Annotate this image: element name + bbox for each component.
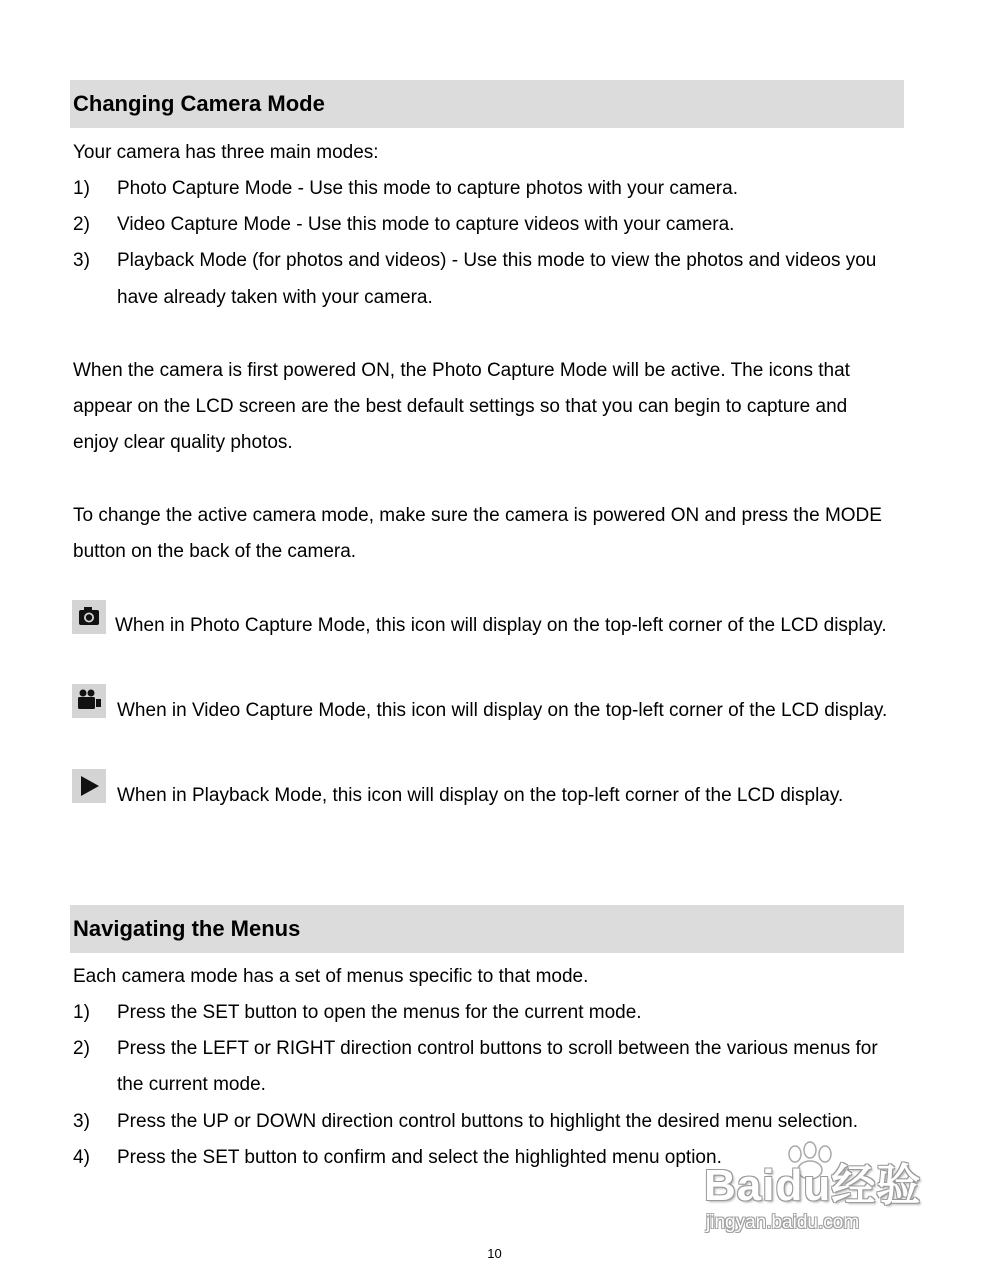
paragraph-line: appear on the LCD screen are the best default settings so that you can begin to capture and: [73, 396, 848, 417]
paragraph-line: To change the active camera mode, make sure the camera is powered ON and press the MODE: [73, 505, 882, 526]
section-intro: Your camera has three main modes:: [73, 142, 379, 163]
section-header-bar: [70, 80, 904, 128]
list-item: Press the LEFT or RIGHT direction control buttons to scroll between the various menus for: [117, 1038, 878, 1059]
icon-note-text: When in Playback Mode, this icon will display on the top-left corner of the LCD display.: [117, 785, 844, 806]
list-number: 3): [73, 1111, 90, 1132]
page-number: 10: [487, 1246, 502, 1261]
list-number: 2): [73, 214, 90, 235]
list-item: Press the UP or DOWN direction control buttons to highlight the desired menu selection.: [117, 1111, 859, 1132]
list-item: Video Capture Mode - Use this mode to capture videos with your camera.: [117, 214, 735, 235]
paragraph-line: button on the back of the camera.: [73, 541, 357, 562]
video-camera-icon: [72, 684, 106, 718]
watermark-brand: Baidu经验: [704, 1161, 922, 1210]
list-item-continuation: have already taken with your camera.: [117, 287, 433, 308]
list-number: 2): [73, 1038, 90, 1059]
baidu-watermark: [700, 1140, 940, 1245]
list-item: Playback Mode (for photos and videos) - Use this mode to view the photos and videos you: [117, 250, 877, 271]
list-item: Press the SET button to confirm and select the highlighted menu option.: [117, 1147, 722, 1168]
section-title: Navigating the Menus: [73, 916, 301, 941]
paragraph-line: When the camera is first powered ON, the Photo Capture Mode will be active. The icons that: [73, 360, 850, 381]
play-icon: [72, 769, 106, 803]
list-item: Press the SET button to open the menus for the current mode.: [117, 1002, 642, 1023]
list-item-continuation: the current mode.: [117, 1074, 266, 1095]
list-number: 1): [73, 1002, 90, 1023]
icon-note-text: When in Video Capture Mode, this icon will display on the top-left corner of the LCD display.: [117, 700, 888, 721]
list-number: 1): [73, 178, 90, 199]
camera-icon: [72, 600, 106, 634]
section-header-bar: [70, 905, 904, 953]
section-intro: Each camera mode has a set of menus specific to that mode.: [73, 966, 589, 987]
list-number: 4): [73, 1147, 90, 1168]
list-item: Photo Capture Mode - Use this mode to capture photos with your camera.: [117, 178, 738, 199]
watermark-url: jingyan.baidu.com: [706, 1212, 860, 1233]
list-number: 3): [73, 250, 90, 271]
paragraph-line: enjoy clear quality photos.: [73, 432, 293, 453]
icon-note-text: When in Photo Capture Mode, this icon will display on the top-left corner of the LCD display.: [115, 615, 887, 636]
section-title: Changing Camera Mode: [73, 91, 325, 116]
